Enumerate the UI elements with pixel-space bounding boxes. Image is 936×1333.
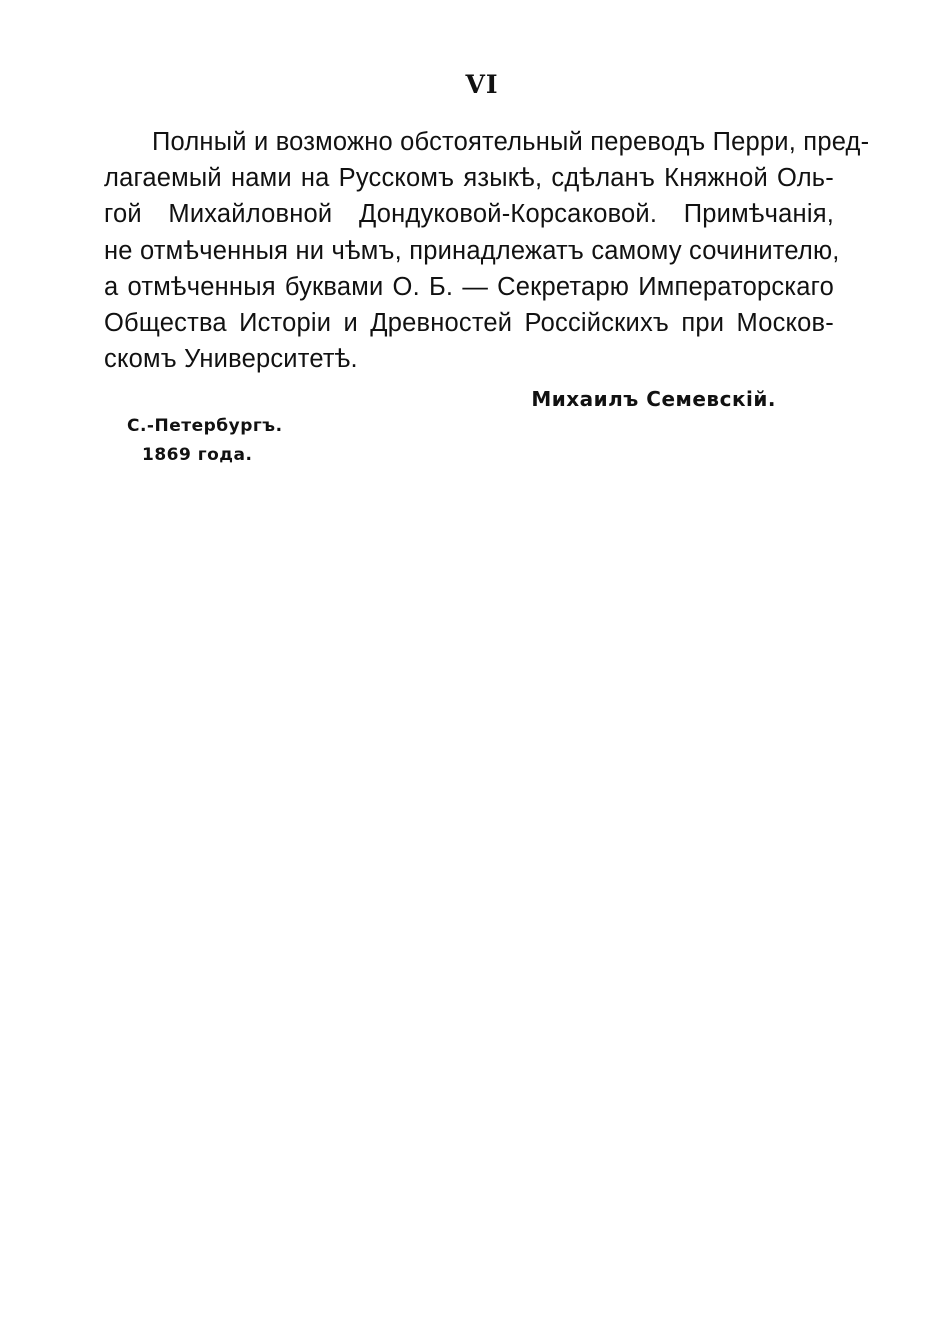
page-number: VI <box>465 70 499 99</box>
paragraph-line: Полный и возможно обстоятельный переводъ Перри, пред- <box>152 128 870 156</box>
paragraph-line: скомъ Университетѣ. <box>104 345 358 374</box>
date-of-writing: 1869 года. <box>142 445 253 465</box>
author-signature: Михаилъ Семевскій. <box>531 387 776 411</box>
paragraph-line: не отмѣченныя ни чѣмъ, принадлежатъ самому сочинителю, <box>104 236 840 265</box>
paragraph-line: лагаемый нами на Русскомъ языкѣ, сдѣланъ Княжной Оль- <box>104 164 834 193</box>
paragraph-line: гой Михайловной Дондуковой-Корсаковой. Примѣчанія, <box>104 200 834 229</box>
place-of-writing: С.-Петербургъ. <box>127 416 283 436</box>
paragraph-line: Общества Исторіи и Древностей Россійскихъ при Москов- <box>104 309 834 338</box>
paragraph-line: а отмѣченныя буквами О. Б. — Секретарю Императорскаго <box>104 272 834 301</box>
preface-paragraph <box>104 124 870 377</box>
